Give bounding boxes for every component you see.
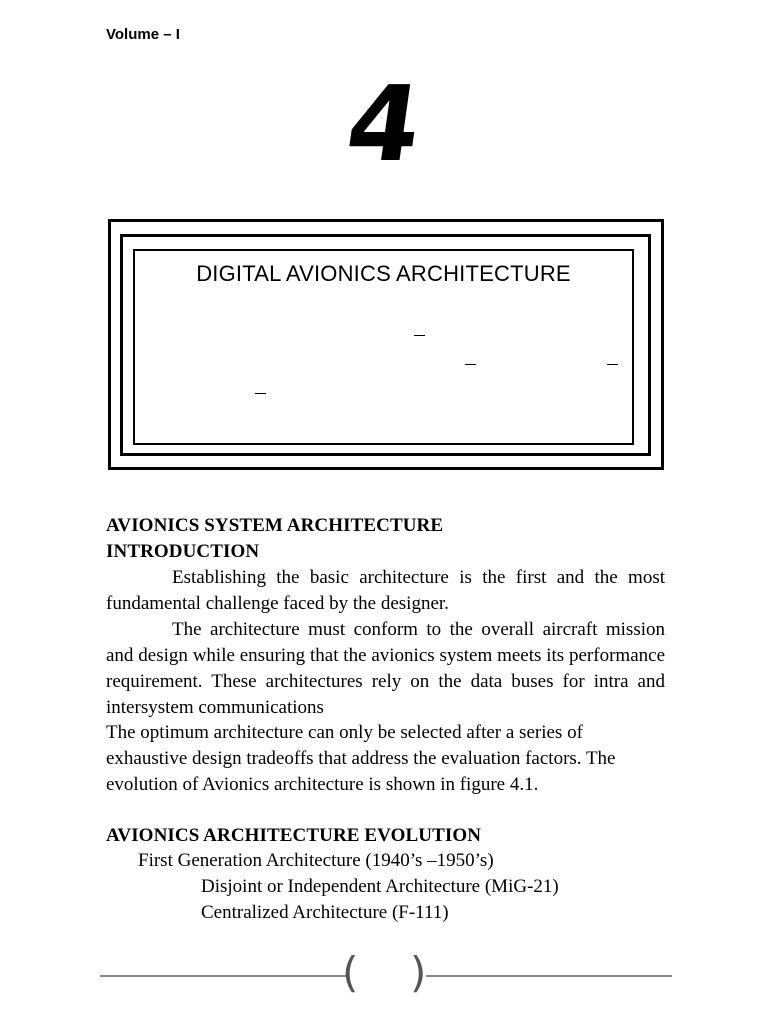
paragraph: The optimum architecture can only be selected after a series of exhaustive design tradeoffs that address the evaluation factors. The evolution of Avionics architecture is shown in figure 4.1. (106, 722, 616, 796)
right-bracket-icon: ) (410, 948, 427, 997)
section-heading-line: AVIONICS SYSTEM ARCHITECTURE (106, 515, 444, 536)
section-heading-line: INTRODUCTION (106, 541, 260, 562)
footer-rule-right (426, 975, 672, 977)
volume-label: Volume – I (106, 26, 180, 43)
dash-mark (414, 335, 425, 336)
paragraph: The architecture must conform to the overall aircraft mission and design while ensuring that the avionics system meets its performance requirement. These architectures rely on the data buses for intra and intersystem communications (106, 618, 665, 718)
left-bracket-icon: ( (342, 948, 359, 997)
list-item: First Generation Architecture (1940’s –1950’s) (138, 850, 494, 871)
list-item: Disjoint or Independent Architecture (MiG-21) (201, 876, 559, 897)
footer-rule-left (100, 975, 346, 977)
paragraph: Establishing the basic architecture is the first and the most fundamental challenge faced by the designer. (106, 567, 665, 614)
dash-mark (607, 364, 618, 365)
dash-mark (465, 364, 476, 365)
section-heading (106, 513, 443, 565)
chapter-title: DIGITAL AVIONICS ARCHITECTURE (196, 261, 571, 286)
section-body (106, 565, 665, 798)
dash-mark (255, 393, 266, 394)
chapter-number: 4 (339, 63, 429, 185)
section-heading: AVIONICS ARCHITECTURE EVOLUTION (106, 825, 482, 846)
list-item: Centralized Architecture (F-111) (201, 902, 449, 923)
